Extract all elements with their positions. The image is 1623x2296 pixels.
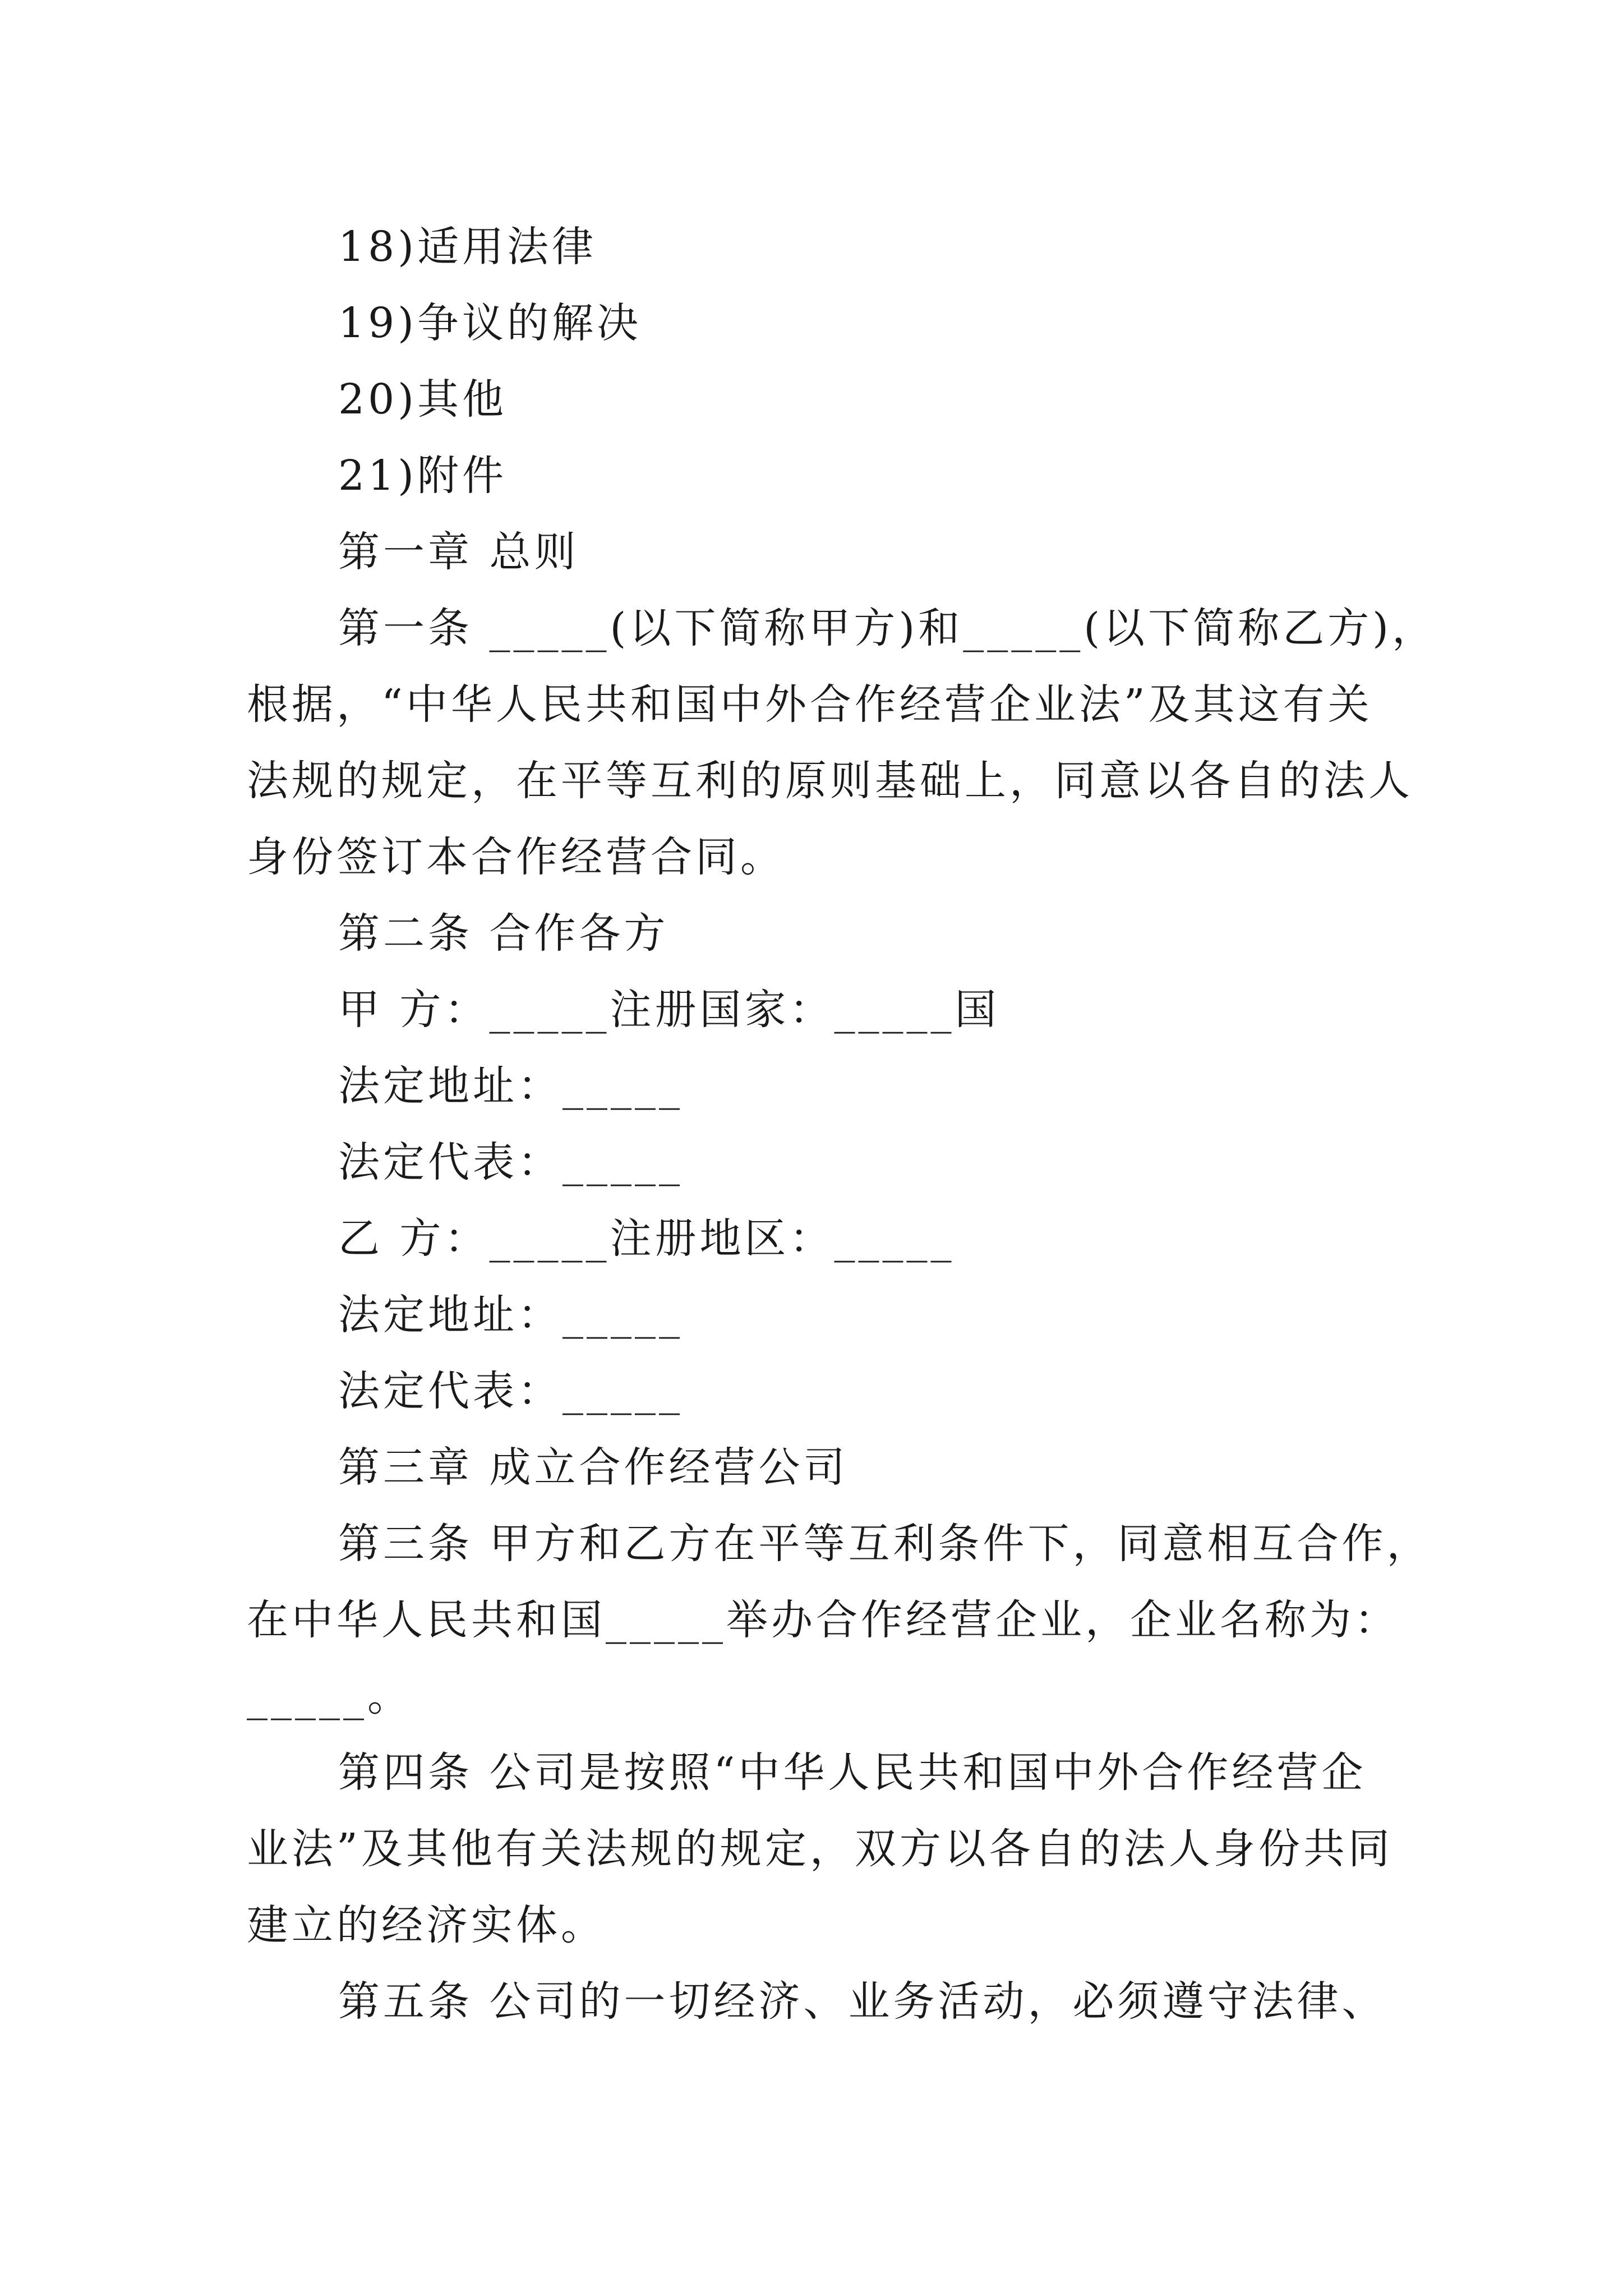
party-b-address: 法定地址：_____ xyxy=(338,1291,683,1339)
party-b-line: 乙 方：_____注册地区：_____ xyxy=(338,1214,955,1263)
document-body xyxy=(247,209,1437,2040)
party-a-address: 法定地址：_____ xyxy=(338,1062,683,1110)
chapter-1-heading: 第一章 总则 xyxy=(338,528,579,576)
article-5-line-1: 第五条 公司的一切经济、业务活动，必须遵守法律、 xyxy=(338,1977,1387,2026)
party-a-line: 甲 方：_____注册国家：_____国 xyxy=(338,986,1000,1034)
article-4-line-3: 建立的经济实体。 xyxy=(247,1901,606,1949)
article-4-line-1: 第四条 公司是按照“中华人民共和国中外合作经营企 xyxy=(338,1749,1367,1797)
article-2-heading: 第二条 合作各方 xyxy=(338,909,669,958)
article-3-line-1: 第三条 甲方和乙方在平等互利条件下，同意相互合作， xyxy=(338,1520,1432,1568)
article-1-line-2: 根据，“中华人民共和国中外合作经营企业法”及其这有关 xyxy=(247,680,1373,729)
article-1-line-1: 第一条 _____(以下简称甲方)和_____(以下简称乙方)， xyxy=(338,604,1437,652)
article-1-line-4: 身份签订本合作经营合同。 xyxy=(247,833,785,881)
list-item-18: 18)适用法律 xyxy=(338,223,597,271)
article-3-line-2: 在中华人民共和国_____举办合作经营企业，企业名称为： xyxy=(247,1596,1399,1644)
party-a-representative: 法定代表：_____ xyxy=(338,1138,683,1186)
list-item-20: 20)其他 xyxy=(338,375,508,424)
list-item-21: 21)附件 xyxy=(338,452,508,500)
article-3-line-3: _____。 xyxy=(247,1672,412,1720)
list-item-19: 19)争议的解决 xyxy=(338,299,642,347)
article-1-line-3: 法规的规定，在平等互利的原则基础上，同意以各自的法人 xyxy=(247,757,1413,805)
chapter-3-heading: 第三章 成立合作经营公司 xyxy=(338,1443,849,1492)
article-4-line-2: 业法”及其他有关法规的规定，双方以各自的法人身份共同 xyxy=(247,1825,1393,1873)
party-b-representative: 法定代表：_____ xyxy=(338,1367,683,1415)
